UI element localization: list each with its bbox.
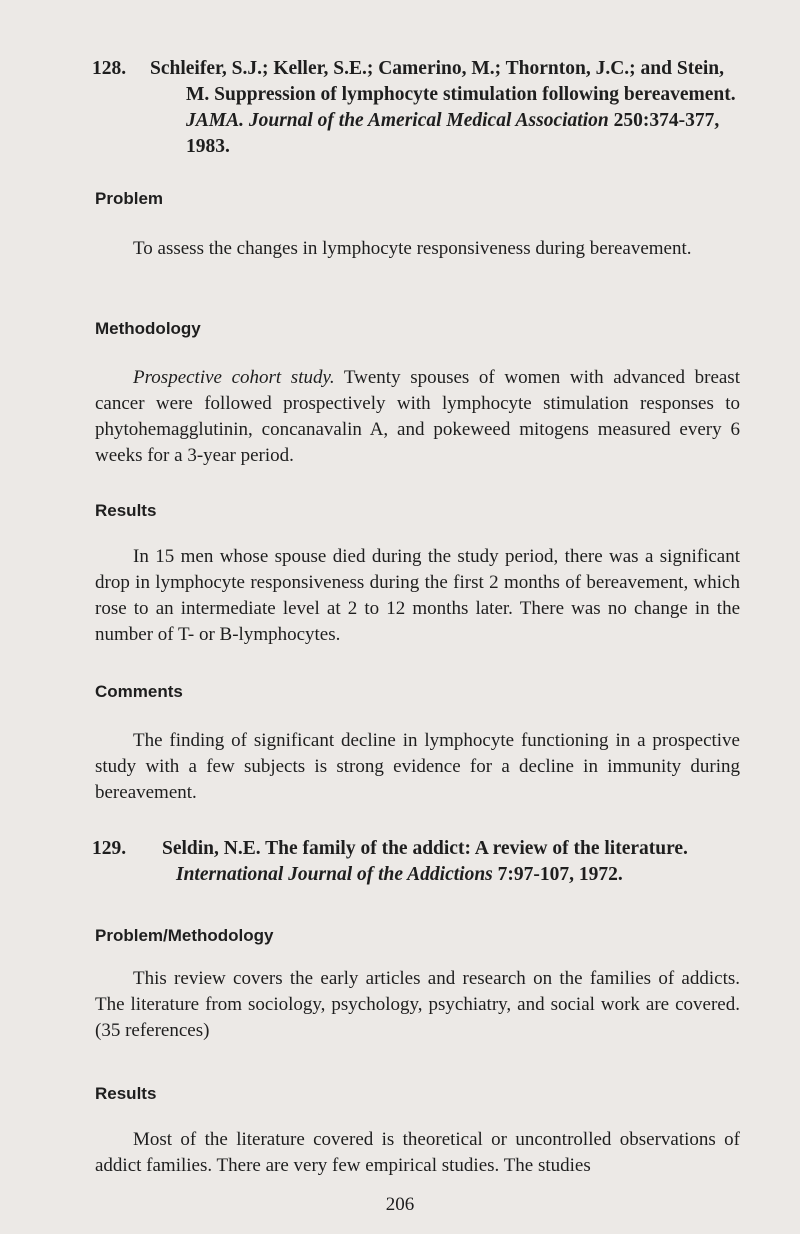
volume-pages: 7:97-107, 1972. <box>497 864 623 885</box>
section-text-problem-methodology: This review covers the early articles and research on the families of addicts. The literature from sociology, psychology, psychiatry, and social work are covered. (35 references) <box>95 968 740 1041</box>
entry-129-citation <box>92 836 752 888</box>
entry-128-citation <box>92 56 752 160</box>
section-text-methodology <box>95 365 740 469</box>
section-text-problem: To assess the changes in lymphocyte responsiveness during bereavement. <box>133 238 692 259</box>
section-text-results: In 15 men whose spouse died during the study period, there was a significant drop in lymphocyte responsiveness during the first 2 months of bereavement, which rose to an intermediate level at 2 to 12 months later. There was no change in the number of T- or B-lymphocytes. <box>95 546 740 645</box>
section-title-problem: Problem <box>95 189 164 208</box>
section-title-methodology: Methodology <box>95 319 201 338</box>
section-title-comments: Comments <box>95 682 183 701</box>
volume-pages: 250:374-377, 1983. <box>186 110 720 157</box>
page-number: 206 <box>385 1194 415 1215</box>
section-title-results-2: Results <box>95 1084 157 1103</box>
entry-number: 128. <box>92 58 127 79</box>
section-text-comments: The finding of significant decline in lymphocyte functioning in a prospective study with a few subjects is strong evidence for a decline in immunity during bereavement. <box>95 730 740 803</box>
journal-name: JAMA. Journal of the Americal Medical Association <box>186 110 609 131</box>
section-title-results: Results <box>95 501 157 520</box>
entry-number: 129. <box>92 838 127 859</box>
citation-authors-title: Seldin, N.E. The family of the addict: A review of the literature. <box>162 838 688 859</box>
journal-name: International Journal of the Addictions <box>176 864 493 885</box>
study-type: Prospective cohort study. <box>133 367 335 388</box>
citation-authors-title: Schleifer, S.J.; Keller, S.E.; Camerino, M.; Thornton, J.C.; and Stein, M. Suppression of lymphocyte stimulation following bereavement. <box>150 58 736 105</box>
section-text-results-2: Most of the literature covered is theoretical or uncontrolled observations of addict families. There are very few empirical studies. The studies <box>95 1129 740 1176</box>
methodology-body: Twenty spouses of women with advanced breast cancer were followed prospectively with lymphocyte stimulation responses to phytohemagglutinin, concanavalin A, and pokeweed mitogens measured every 6 weeks for a 3-year period. <box>95 367 740 466</box>
section-title-problem-methodology: Problem/Methodology <box>95 926 274 945</box>
